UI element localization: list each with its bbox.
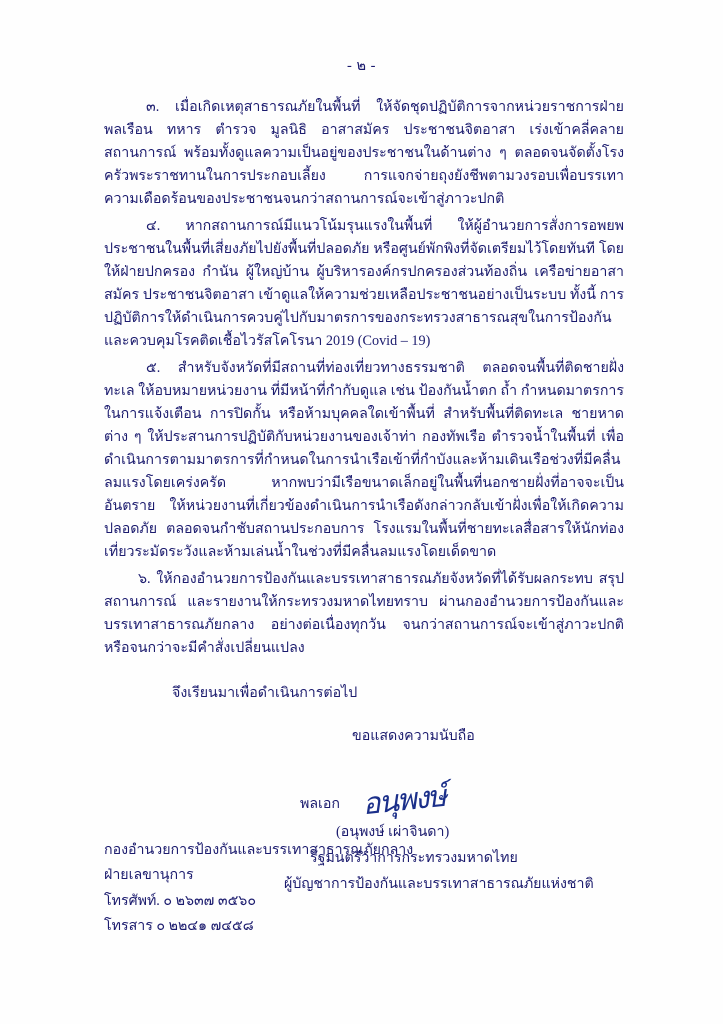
regards-line: ขอแสดงความนับถือ <box>352 727 475 744</box>
signatory-rank: พลเอก <box>300 796 341 813</box>
document-body <box>104 96 624 907</box>
paragraph-item-3: ๓. เมื่อเกิดเหตุสาธารณภัยในพื้นที่ ให้จัดชุดปฏิบัติการจากหน่วยราชการฝ่ายพลเรือน ทหาร ตำรวจ มูลนิธิ อาสาสมัคร ประชาชนจิตอาสา เร่งเข้าคลี่คลายสถานการณ์ พร้อมทั้งดูแลความเป็นอยู่ของประชาชนในด้านต่าง ๆ ตลอดจนจัดตั้งโรงครัวพระราชทานในการประกอบเลี้ยง การแจกจ่ายถุงยังชีพตามวงรอบเพื่อบรรเทาความเดือดร้อนของประชาชนจนกว่าสถานการณ์จะเข้าสู่ภาวะปกติ <box>104 99 624 207</box>
signatory-title-secondary: ผู้บัญชาการป้องกันและบรรเทาสาธารณภัยแห่งชาติ <box>284 876 594 893</box>
footer-telephone: โทรศัพท์. ๐ ๒๖๓๗ ๓๕๖๐ <box>104 892 256 909</box>
paragraph-item-5: ๕. สำหรับจังหวัดที่มีสถานที่ท่องเที่ยวทางธรรมชาติ ตลอดจนพื้นที่ติดชายฝั่งทะเล ให้อบหมายหน่วยงาน ที่มีหน้าที่กำกับดูแล เช่น ป้องกันน้ำตก ถ้ำ กำหนดมาตรการในการแจ้งเตือน การปิดกั้น หรือห้ามบุคคลใดเข้าพื้นที่ สำหรับพื้นที่ติดทะเล ชายหาดต่าง ๆ ให้ประสานการปฏิบัติกับหน่วยงานของเจ้าท่า กองทัพเรือ ตำรวจน้ำในพื้นที่ เพื่อดำเนินการตามมาตรการที่กำหนดในการนำเรือเข้าที่กำบังและห้ามเดินเรือช่วงที่มีคลื่นลมแรงโดยเคร่งครัด หากพบว่ามีเรือขนาดเล็กอยู่ในพื้นที่นอกชายฝั่งที่อาจจะเป็นอันตราย ให้หน่วยงานที่เกี่ยวข้องดำเนินการนำเรือดังกล่าวกลับเข้าฝั่งเพื่อให้เกิดความปลอดภัย ตลอดจนกำชับสถานประกอบการ โรงแรมในพื้นที่ชายทะเลสื่อสารให้นักท่องเที่ยวระมัดระวังและห้ามเล่นน้ำในช่วงที่มีคลื่นลมแรงโดยเด็ดขาด <box>104 360 624 560</box>
page-number: - ๒ - <box>347 58 376 74</box>
document-footer <box>104 838 624 939</box>
paragraph-item-4: ๔. หากสถานการณ์มีแนวโน้มรุนแรงในพื้นที่ ให้ผู้อำนวยการสั่งการอพยพประชาชนในพื้นที่เสี่ยงภัยไปยังพื้นที่ปลอดภัย หรือศูนย์พักพิงที่จัดเตรียมไว้โดยทันที โดยให้ฝ่ายปกครอง กำนัน ผู้ใหญ่บ้าน ผู้บริหารองค์กรปกครองส่วนท้องถิ่น เครือข่ายอาสาสมัคร ประชาชนจิตอาสา เข้าดูแลให้ความช่วยเหลือประชาชนอย่างเป็นระบบ ทั้งนี้ การปฏิบัติการให้ดำเนินการควบคู่ไปกับมาตรการของกระทรวงสาธารณสุขในการป้องกันและควบคุมโรคติดเชื้อไวรัสโคโรนา 2019 (Covid – 19) <box>104 218 624 349</box>
signatory-name: (อนุพงษ์ เผ่าจินดา) <box>336 824 450 841</box>
footer-office: กองอำนวยการป้องกันและบรรเทาสาธารณภัยกลาง <box>104 842 414 858</box>
closing-line: จึงเรียนมาเพื่อดำเนินการต่อไป <box>172 685 358 701</box>
footer-fax: โทรสาร ๐ ๒๒๔๑ ๗๔๕๘ <box>104 917 254 934</box>
handwritten-signature: อนุพงษ์ <box>360 779 447 823</box>
footer-division: ฝ่ายเลขานุการ <box>104 867 194 884</box>
signatory-title-primary: รัฐมนตรีว่าการกระทรวงมหาดไทย <box>310 850 518 867</box>
paragraph-item-6: ๖. ให้กองอำนวยการป้องกันและบรรเทาสาธารณภัยจังหวัดที่ได้รับผลกระทบ สรุปสถานการณ์ และรายงานให้กระทรวงมหาดไทยทราบ ผ่านกองอำนวยการป้องกันและบรรเทาสาธารณภัยกลาง อย่างต่อเนื่องทุกวัน จนกว่าสถานการณ์จะเข้าสู่ภาวะปกติ หรือจนกว่าจะมีคำสั่งเปลี่ยนแปลง <box>104 571 624 656</box>
